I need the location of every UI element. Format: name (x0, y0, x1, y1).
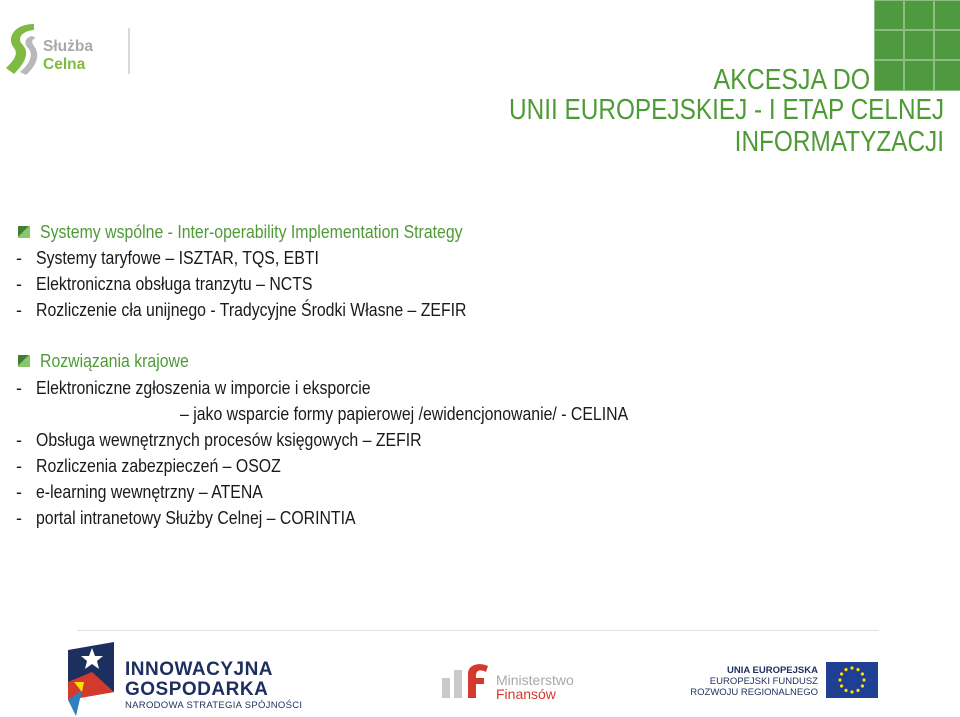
list-item: - (16, 300, 22, 320)
decorative-grid (874, 0, 960, 91)
ue-line-1: UNIA EUROPEJSKA (727, 665, 818, 676)
list-item: - (16, 378, 22, 398)
title-line-2: UNII EUROPEJSKIEJ - I ETAP CELNEJ INFORMATYZACJI (509, 94, 944, 158)
eu-star-icon (850, 666, 853, 669)
innowacyjna-gospodarka-logo-icon (62, 642, 120, 716)
list-item: - (16, 456, 22, 476)
eu-star-icon (844, 689, 847, 692)
ig-subtitle: NARODOWA STRATEGIA SPÓJNOŚCI (125, 700, 303, 711)
logo-line-1: Służba (43, 38, 93, 55)
list-item-text: portal intranetowy Służby Celnej – CORINTIA (36, 508, 356, 528)
list-item-text: – jako wsparcie formy papierowej /ewidencjonowanie/ - CELINA (180, 404, 629, 424)
list-item-text: Elektroniczna obsługa tranzytu – NCTS (36, 274, 313, 294)
eu-star-icon (856, 668, 859, 671)
eu-star-icon (844, 668, 847, 671)
list-item: - (16, 248, 22, 268)
list-item: - (16, 508, 22, 528)
list-item: - (16, 482, 22, 502)
list-item-text: Rozliczenie cła unijnego - Tradycyjne Środki Własne – ZEFIR (36, 300, 467, 320)
eu-star-icon (861, 684, 864, 687)
mf-line-2: Finansów (496, 686, 556, 702)
section-bullet-icon (18, 226, 30, 238)
list-item-text: Elektroniczne zgłoszenia w imporcie i eksporcie (36, 378, 371, 398)
list-item-text: Obsługa wewnętrznych procesów księgowych – ZEFIR (36, 430, 422, 450)
eu-star-icon (840, 684, 843, 687)
section-1-heading: Systemy wspólne - Inter-operability Implementation Strategy (40, 222, 463, 242)
list-item-text: Systemy taryfowe – ISZTAR, TQS, EBTI (36, 248, 319, 268)
ue-line-2: EUROPEJSKI FUNDUSZ (709, 676, 818, 687)
eu-star-icon (850, 690, 853, 693)
eu-star-icon (862, 678, 865, 681)
logo-line-2: Celna (43, 56, 86, 73)
eu-star-icon (856, 689, 859, 692)
list-item-text: e-learning wewnętrzny – ATENA (36, 482, 263, 502)
title-line-1: AKCESJA DO (713, 64, 870, 96)
section-bullet-icon (18, 355, 30, 367)
eu-star-icon (861, 672, 864, 675)
eu-flag-icon (826, 662, 878, 698)
ig-title-line-1: INNOWACYJNA (125, 659, 274, 680)
mf-line-1: Ministerstwo (496, 672, 574, 688)
list-item-text: Rozliczenia zabezpieczeń – OSOZ (36, 456, 281, 476)
list-item: - (16, 430, 22, 450)
list-item: - (16, 274, 22, 294)
ig-title-line-2: GOSPODARKA (125, 679, 269, 700)
ministerstwo-finansow-logo-icon (440, 660, 492, 700)
footer-divider (77, 630, 879, 631)
eu-star-icon (838, 678, 841, 681)
section-2-heading: Rozwiązania krajowe (40, 351, 189, 371)
ue-line-3: ROZWOJU REGIONALNEGO (690, 687, 818, 698)
eu-star-icon (840, 672, 843, 675)
